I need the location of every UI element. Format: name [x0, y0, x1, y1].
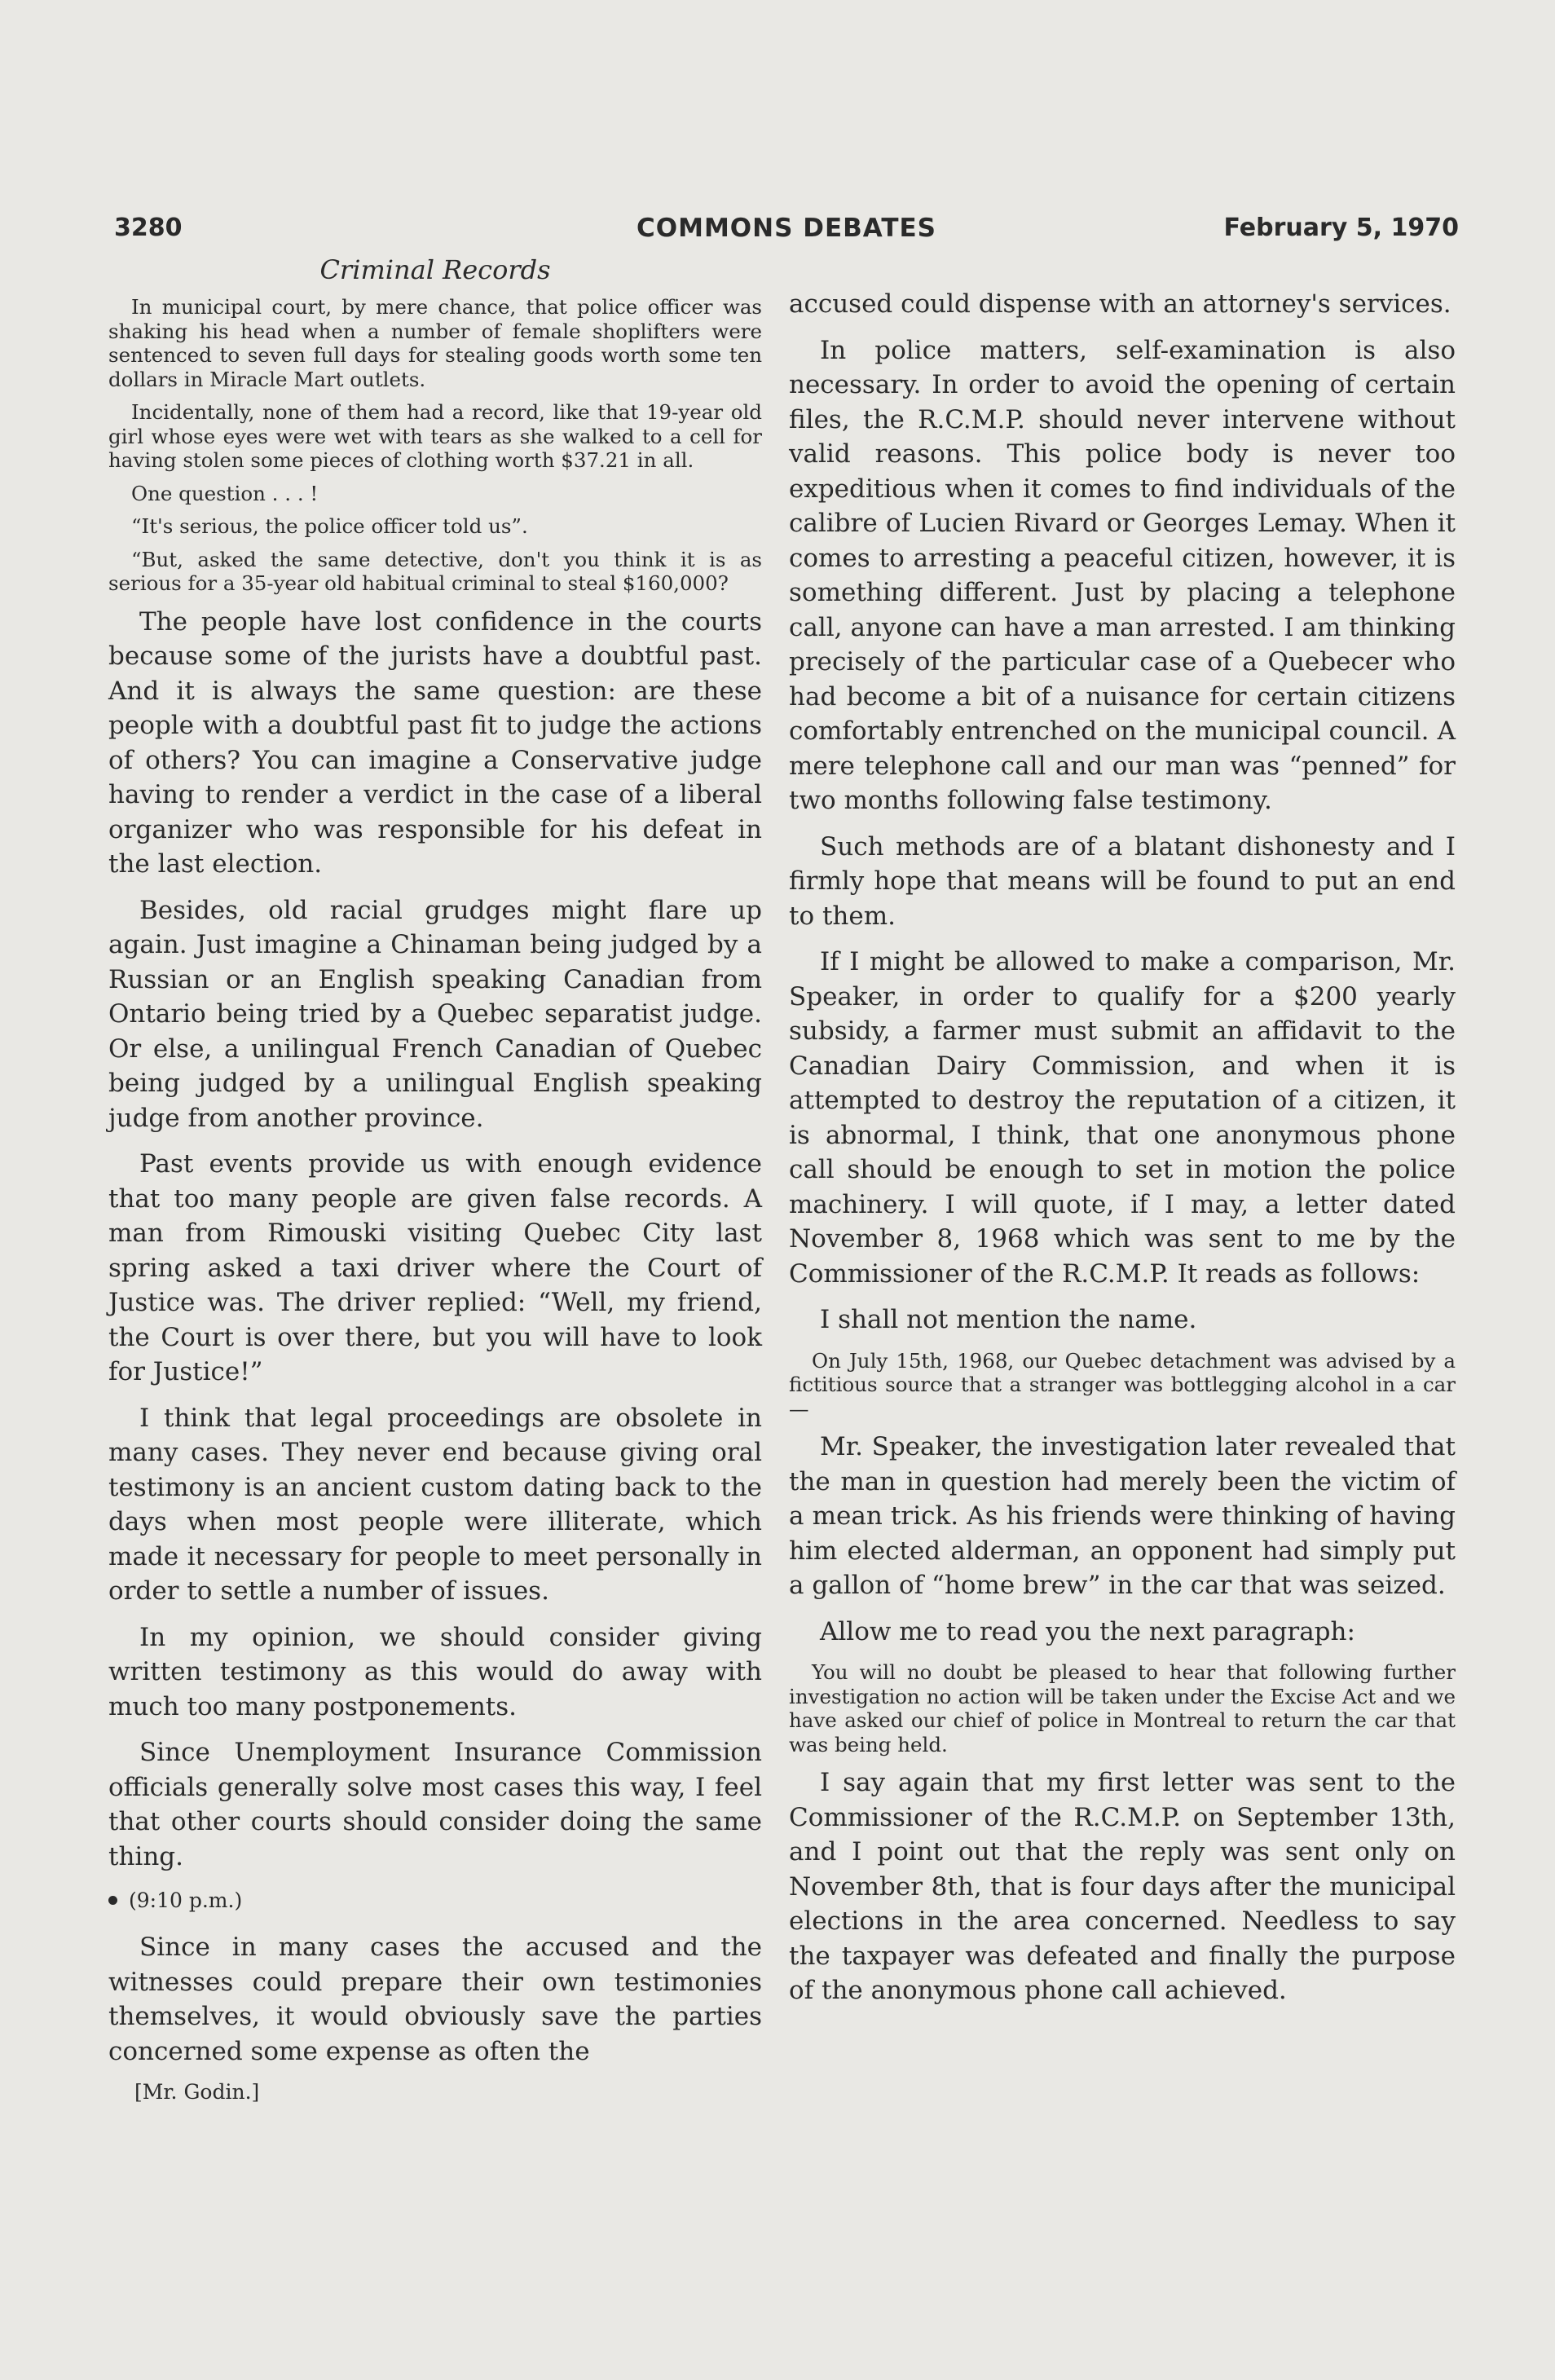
quote-paragraph: “But, asked the same detective, don't you think it is as serious for a 35-year old habitual criminal to steal $160,000?: [108, 547, 762, 595]
timestamp-text: (9:10 p.m.): [129, 1889, 243, 1912]
section-title: Criminal Records: [319, 254, 551, 285]
body-paragraph: Besides, old racial grudges might flare up again. Just imagine a Chinaman being judged by a Russian or an English speaking Canadian from Ontario being tried by a Quebec separatist judge. Or else, a unilingual French Canadian of Quebec being judged by a unilingual English speaking judge from another province.: [108, 895, 762, 1133]
page-number: 3280: [114, 214, 183, 242]
left-column: [108, 249, 762, 2104]
body-paragraph: Since Unemployment Insurance Commission officials generally solve most cases this way, I feel that other courts should consider doing the same thing.: [108, 1738, 762, 1871]
body-paragraph: I shall not mention the name.: [820, 1305, 1197, 1334]
body-paragraph: Since in many cases the accused and the witnesses could prepare their own testimonies themselves, it would obviously save the parties concerned some expense as often the: [108, 1933, 762, 2066]
letter-quote: You will no doubt be pleased to hear that following further investigation no action will be taken under the Excise Act and we have asked our chief of police in Montreal to return the car that was being held.: [789, 1660, 1456, 1756]
page-date: February 5, 1970: [1223, 214, 1459, 242]
bullet-icon: [108, 1896, 117, 1905]
body-paragraph: If I might be allowed to make a comparison, Mr. Speaker, in order to qualify for a $200 yearly subsidy, a farmer must submit an affidavit to the Canadian Dairy Commission, and when it is attempted to destroy the reputation of a citizen, it is abnormal, I think, that one anonymous phone call should be enough to set in motion the police machinery. I will quote, if I may, a letter dated November 8, 1968 which was sent to me by the Commissioner of the R.C.M.P. It reads as follows:: [789, 947, 1456, 1289]
body-paragraph: Past events provide us with enough evidence that too many people are given false records. A man from Rimouski visiting Quebec City last spring asked a taxi driver where the Court of Justice was. The driver replied: “Well, my friend, the Court is over there, but you will have to look for Justice!”: [108, 1149, 762, 1386]
body-paragraph: Such methods are of a blatant dishonesty and I firmly hope that means will be found to put an end to them.: [789, 831, 1456, 931]
quote-paragraph: “It's serious, the police officer told us”.: [131, 514, 528, 538]
body-paragraph-continued: accused could dispense with an attorney's services.: [789, 289, 1451, 319]
quote-paragraph: One question . . . !: [131, 481, 319, 505]
body-paragraph: The people have lost confidence in the courts because some of the jurists have a doubtful past. And it is always the same question: are these people with a doubtful past fit to judge the actions of others? You can imagine a Conservative judge having to render a verdict in the case of a liberal organizer who was responsible for his defeat in the last election.: [108, 606, 762, 879]
publication-title: COMMONS DEBATES: [637, 214, 936, 243]
quote-paragraph: Incidentally, none of them had a record, like that 19-year old girl whose eyes were wet with tears as she walked to a cell for having stolen some pieces of clothing worth $37.21 in all.: [108, 400, 762, 472]
page-header: [114, 214, 1459, 254]
body-paragraph: In police matters, self-examination is also necessary. In order to avoid the opening of certain files, the R.C.M.P. should never intervene without valid reasons. This police body is never too expeditious when it comes to find individuals of the calibre of Lucien Rivard or Georges Lemay. When it comes to arresting a peaceful citizen, however, it is something different. Just by placing a telephone call, anyone can have a man arrested. I am thinking precisely of the particular case of a Quebecer who had become a bit of a nuisance for certain citizens comfortably entrenched on the municipal council. A mere telephone call and our man was “penned” for two months following false testimony.: [789, 335, 1456, 815]
body-paragraph: Mr. Speaker, the investigation later revealed that the man in question had merely been the victim of a mean trick. As his friends were thinking of having him elected alderman, an opponent had simply put a gallon of “home brew” in the car that was seized.: [789, 1432, 1456, 1600]
letter-quote: On July 15th, 1968, our Quebec detachment was advised by a fictitious source that a stranger was bottlegging alcohol in a car—: [789, 1348, 1456, 1421]
right-column: [789, 287, 1456, 2020]
quote-paragraph: In municipal court, by mere chance, that police officer was shaking his head when a number of female shoplifters were sentenced to seven full days for stealing goods worth some ten dollars in Miracle Mart outlets.: [108, 295, 762, 391]
body-paragraph: Allow me to read you the next paragraph:: [820, 1616, 1355, 1646]
timestamp: [108, 1889, 762, 1912]
body-paragraph: In my opinion, we should consider giving written testimony as this would do away with much too many postponements.: [108, 1622, 762, 1721]
speaker-note: [Mr. Godin.]: [134, 2080, 260, 2104]
body-paragraph: I think that legal proceedings are obsolete in many cases. They never end because giving oral testimony is an ancient custom dating back to the days when most people were illiterate, which made it necessary for people to meet personally in order to settle a number of issues.: [108, 1403, 762, 1606]
body-paragraph: I say again that my first letter was sent to the Commissioner of the R.C.M.P. on September 13th, and I point out that the reply was sent only on November 8th, that is four days after the municipal elections in the area concerned. Needless to say the taxpayer was defeated and finally the purpose of the anonymous phone call achieved.: [789, 1768, 1456, 2005]
